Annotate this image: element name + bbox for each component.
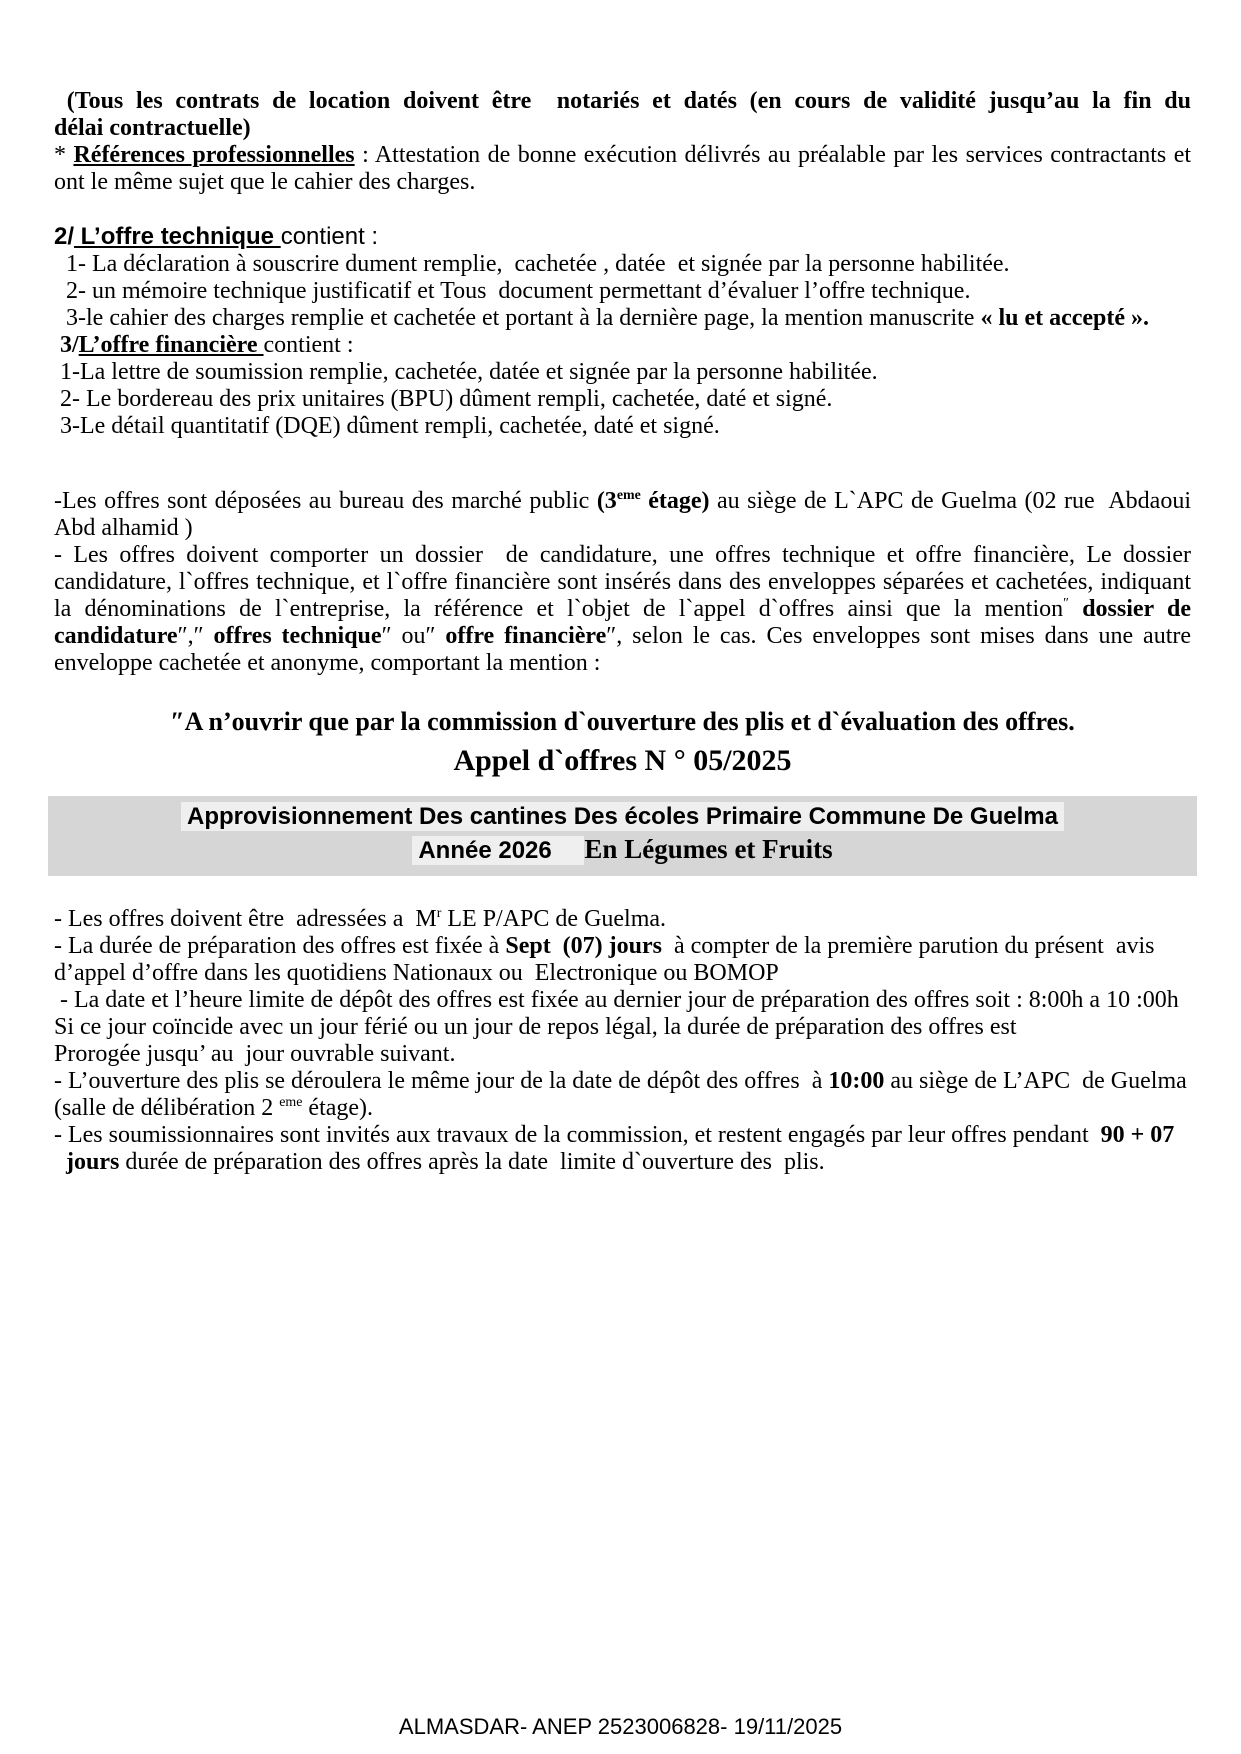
text-segment: étage) [640,488,710,514]
text-segment: jours [66,1149,120,1175]
text-segment: r [436,906,442,921]
text-segment: contient : [263,332,354,358]
engagement-line-2 [54,1149,1191,1176]
engagement-line-1 [54,1122,1191,1149]
technical-offer-items-line-1 [54,251,1191,278]
text-segment: offre financière [445,623,607,649]
deadline-line-1 [54,987,1191,1014]
text-segment: En Légumes et Fruits [584,834,833,864]
preparation-duration-line-1 [54,933,1191,960]
preparation-duration-line-2 [54,960,1191,987]
commission-mention-line-1 [54,705,1191,738]
text-segment: 10:00 [828,1068,885,1094]
text-segment: 2- un mémoire technique justificatif et Tous document permettant d’évaluer l’offre technique. [54,278,971,304]
text-segment: - Les offres doivent comporter un dossier de candidature, une offres technique et offre financière, Le dossier [54,542,1191,568]
financial-offer-items-line-3 [54,413,1191,440]
technical-offer-items-line-3 [54,305,1191,332]
submission-location-line-2 [54,515,1191,542]
envelopes-note-line-1 [54,542,1191,569]
technical-offer-heading-line-1 [54,223,1191,251]
financial-offer-items-line-1 [54,359,1191,386]
text-segment: L’offre financière [78,332,264,358]
text-segment: ″ [1063,596,1069,611]
text-segment: - La durée de préparation des offres est fixée à [54,933,506,959]
text-segment: contient : [280,223,379,250]
text-segment: eme [616,488,641,503]
text-segment: - L’ouverture des plis se déroulera le même jour de la date de dépôt des offres à [54,1068,829,1094]
text-segment: candidature, l`offres technique, et l`offre financière sont insérés dans des enveloppes séparées et cachetées, indiquant [54,569,1191,595]
envelopes-note-line-4 [54,623,1191,650]
text-segment: eme [279,1095,303,1110]
envelopes-note-line-3 [54,596,1191,623]
text-segment: (Tous les contrats de location doivent être notariés et datés (en cours de validité jusqu’au la fin du [54,88,1192,114]
text-segment: -Les offres sont déposées au bureau des marché public [54,488,597,514]
technical-offer-heading [54,223,1191,251]
addressee-line-1 [54,906,1191,933]
contracts-note-line-1 [54,88,1191,115]
text-segment: - Les soumissionnaires sont invités aux travaux de la commission, et restent engagés par leur offres pendant [54,1122,1101,1148]
text-segment [54,1149,66,1175]
submission-location-line-1 [54,488,1191,515]
text-segment: LE P/APC de Guelma. [441,906,667,932]
text-segment: 2/ [54,223,75,250]
text-segment: ″A n’ouvrir que par la commission d`ouverture des plis et d`évaluation des offres. [170,707,1075,736]
engagement [54,1122,1191,1176]
technical-offer-items-line-2 [54,278,1191,305]
text-segment: Sept (07) jours [505,933,662,959]
text-segment: 90 + 07 [1100,1122,1175,1148]
text-segment: Appel d`offres N ° 05/2025 [453,744,792,777]
text-segment: étage). [302,1095,374,1121]
text-segment: la dénominations de l`entreprise, la référence et l`objet de l`appel d`offres ainsi que la mention [54,596,1064,622]
text-segment: d’appel d’offre dans les quotidiens Nationaux ou Electronique ou BOMOP [54,960,779,986]
subject-banner [48,796,1197,876]
text-segment: 1- La déclaration à souscrire dument remplie, cachetée , datée et signée par la personne habilitée. [54,251,1010,277]
text-segment: L’offre technique [74,223,281,250]
text-segment: 1-La lettre de soumission remplie, cachetée, datée et signée par la personne habilitée. [54,359,878,385]
text-segment: - La date et l’heure limite de dépôt des offres est fixée au dernier jour de préparation des offres soit : 8:00h a 10 :00h [54,987,1179,1013]
envelopes-note-line-2 [54,569,1191,596]
text-segment: ont le même sujet que le cahier des charges. [54,169,476,195]
text-segment: ″, selon le cas. Ces enveloppes sont mises dans une autre [606,623,1192,649]
text-segment: Année 2026 [412,836,584,865]
deadline-line-3 [54,1041,1191,1068]
text-segment: (salle de délibération 2 [54,1095,280,1121]
text-segment: candidature [54,623,178,649]
financial-offer-heading-line-1 [54,332,1191,359]
tender-number [54,742,1191,780]
envelopes-note [54,542,1191,677]
technical-offer-items [54,251,1191,332]
financial-offer-items [54,359,1191,440]
plis-opening-line-1 [54,1068,1191,1095]
text-segment: enveloppe cachetée et anonyme, comportant la mention : [54,650,601,676]
text-segment: 3-le cahier des charges remplie et cachetée et portant à la dernière page, la mention manuscrite [54,305,981,331]
envelopes-note-line-5 [54,650,1191,677]
addressee [54,906,1191,933]
text-segment: au siège de L’APC de Guelma [884,1068,1187,1094]
text-segment: délai contractuelle) [54,115,251,141]
commission-mention [54,705,1191,738]
text-segment: ″ ou″ [381,623,446,649]
plis-opening-line-2 [54,1095,1191,1122]
text-segment: « lu et accepté ». [980,305,1150,331]
text-segment: offres technique [213,623,382,649]
subject-banner-line-2 [48,833,1197,867]
financial-offer-items-line-2 [54,386,1191,413]
preparation-duration [54,933,1191,987]
text-segment: à compter de la première parution du présent avis [662,933,1155,959]
contracts-note-line-2 [54,115,1191,142]
text-segment: ″,″ [177,623,214,649]
deadline-line-2 [54,1014,1191,1041]
footer-credit: ALMASDAR- ANEP 2523006828- 19/11/2025 [398,1714,843,1739]
text-segment: (3 [596,488,617,514]
subject-banner-line-1 [48,801,1197,833]
text-segment: au siège de L`APC de Guelma (02 rue Abdaoui [709,488,1191,514]
submission-location [54,488,1191,542]
text-segment: Approvisionnement Des cantines Des écoles Primaire Commune De Guelma [181,802,1064,831]
professional-references-line-2 [54,169,1191,196]
text-segment: : Attestation de bonne exécution délivrés au préalable par les services contractants et [354,142,1192,168]
financial-offer-heading [54,332,1191,359]
text-segment: dossier de [1082,596,1191,622]
text-segment: Prorogée jusqu’ au jour ouvrable suivant. [54,1041,456,1067]
professional-references-line-1 [54,142,1191,169]
contracts-note [54,88,1191,142]
text-segment: - Les offres doivent être adressées a M [54,906,437,932]
text-segment: durée de préparation des offres après la date limite d`ouverture des plis. [119,1149,825,1175]
text-segment: Références professionnelles [73,142,355,168]
text-segment: 3/ [54,332,79,358]
text-segment: Abd alhamid ) [54,515,193,541]
plis-opening [54,1068,1191,1122]
text-segment: * [54,142,74,168]
text-segment [1069,596,1082,622]
text-segment: 3-Le détail quantitatif (DQE) dûment rempli, cachetée, daté et signé. [54,413,720,439]
tender-number-line-1 [54,742,1191,780]
deadline [54,987,1191,1068]
text-segment: Si ce jour coïncide avec un jour férié ou un jour de repos légal, la durée de préparation des offres est [54,1014,1017,1040]
text-segment: 2- Le bordereau des prix unitaires (BPU) dûment rempli, cachetée, daté et signé. [54,386,833,412]
professional-references [54,142,1191,196]
